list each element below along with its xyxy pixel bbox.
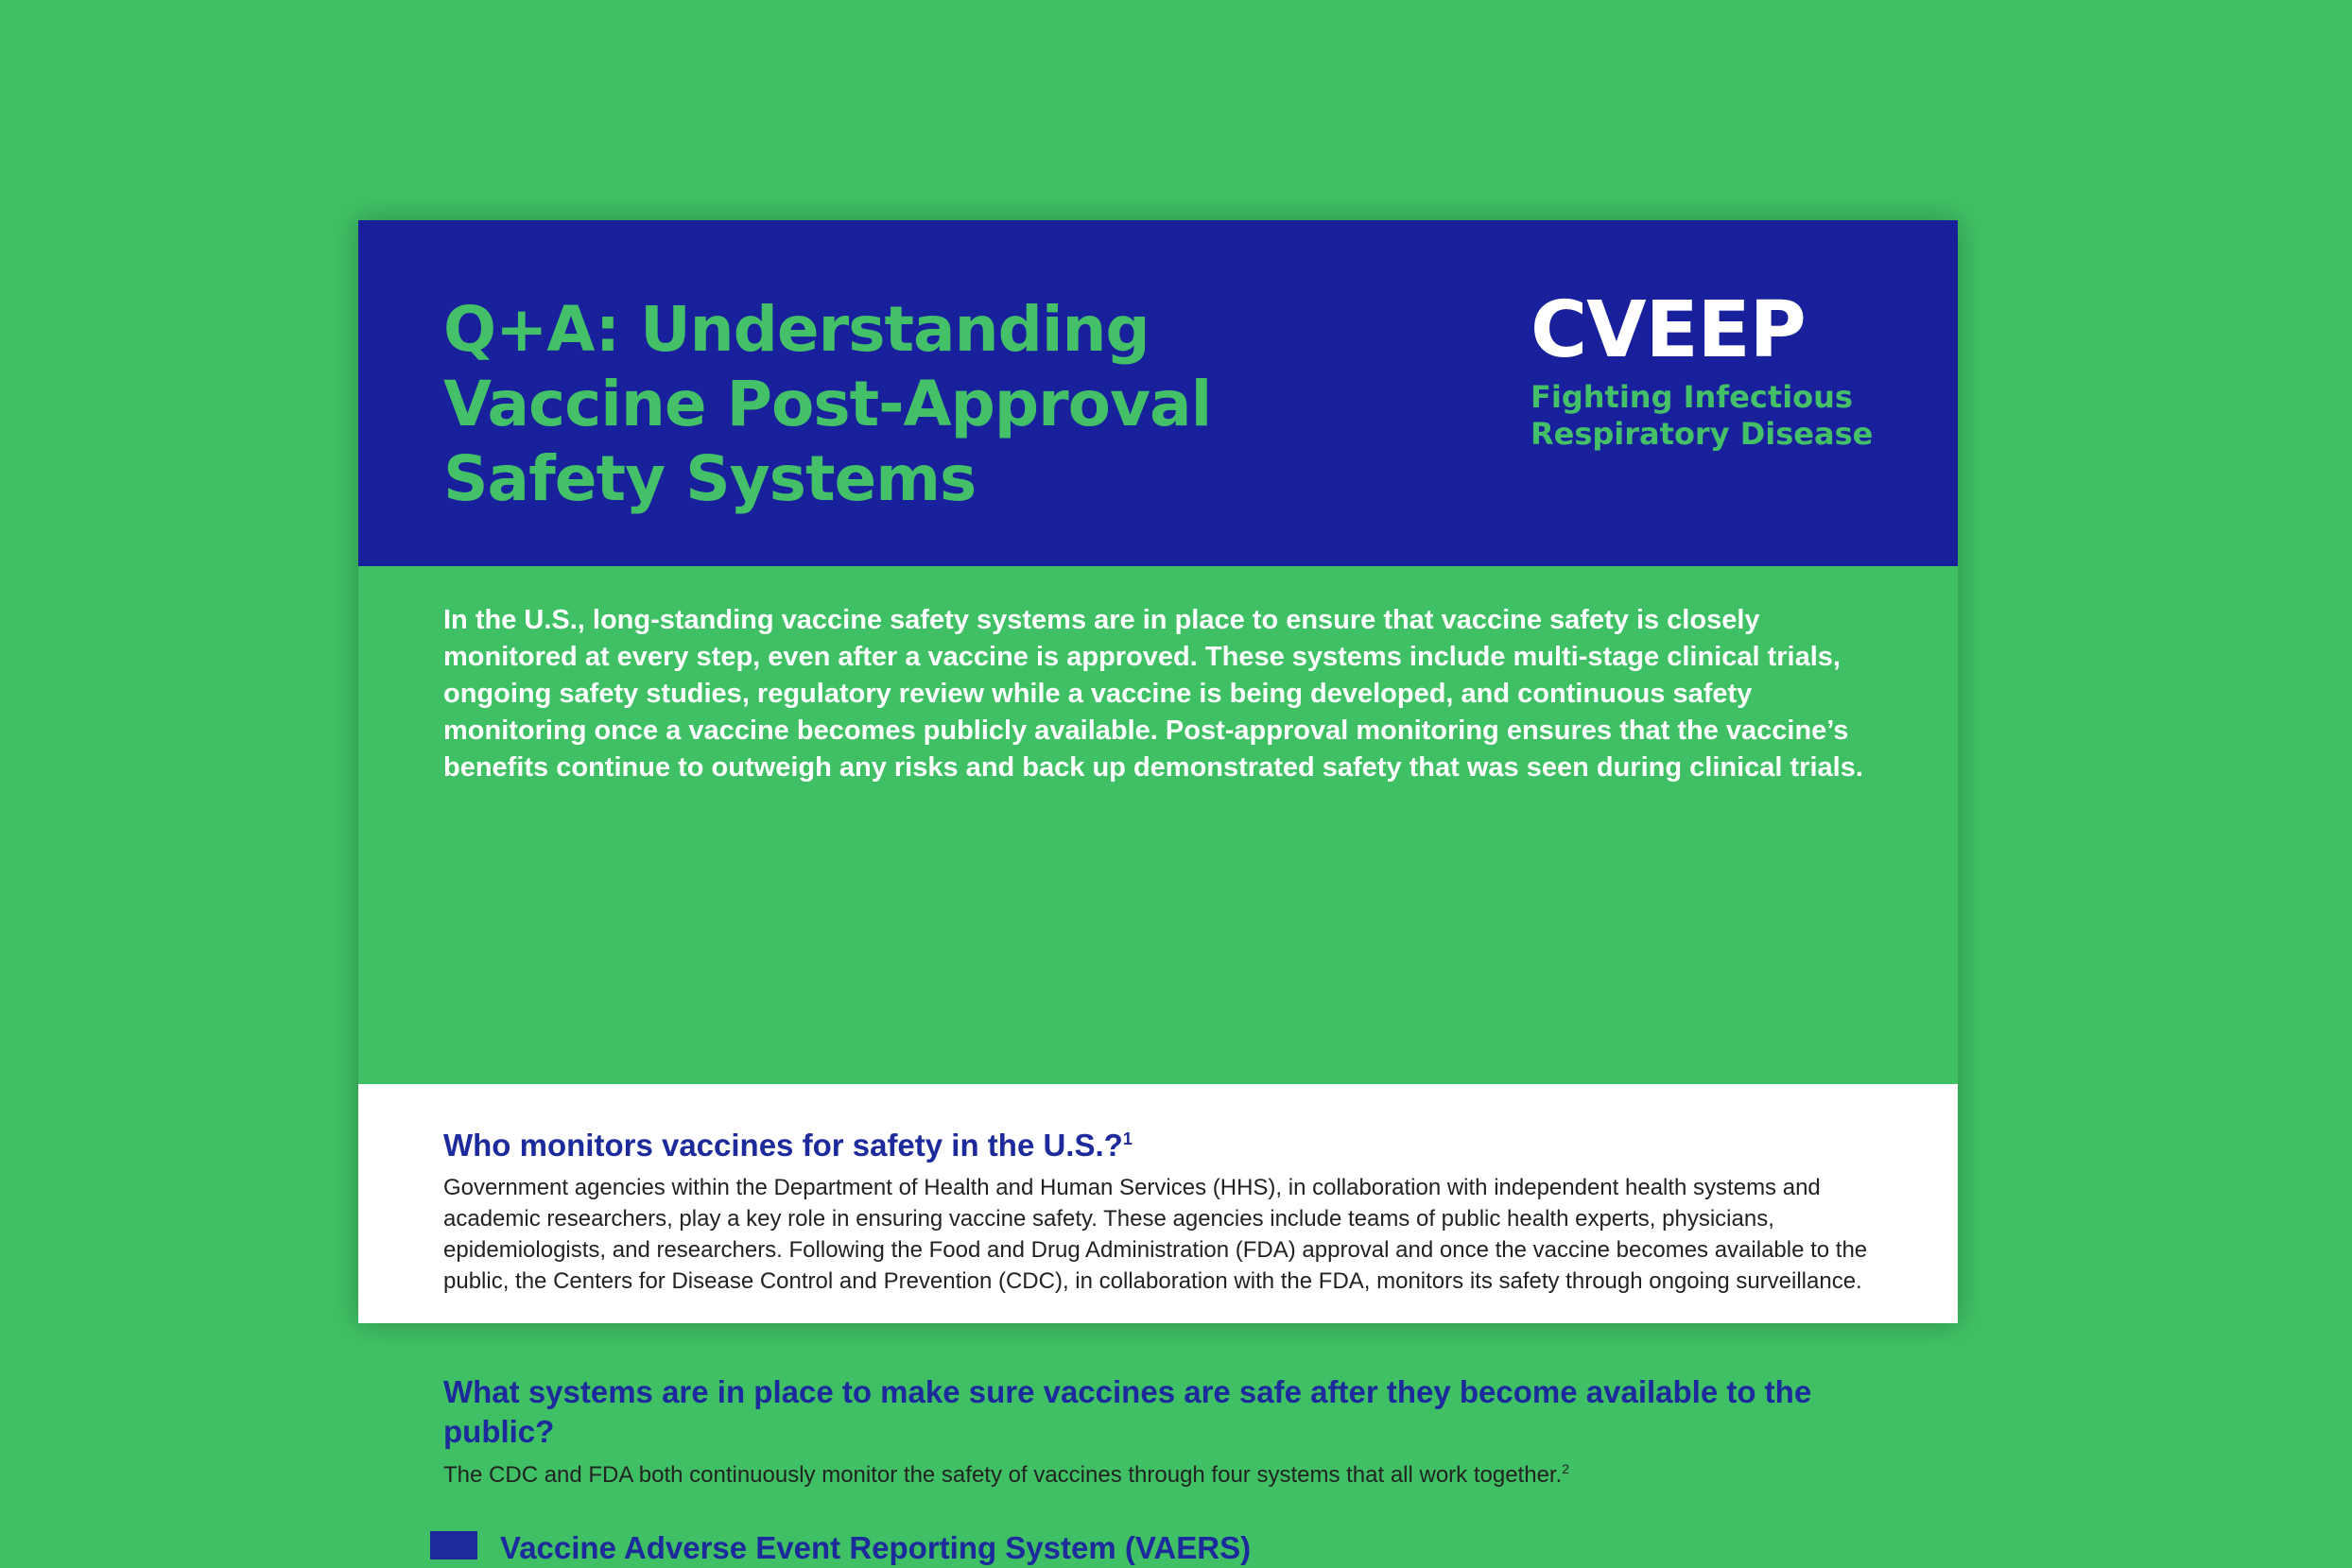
answer-text: The CDC and FDA both continuously monitor the safety of vaccines through four systems that all work together.	[443, 1462, 1563, 1488]
title-line: Safety Systems	[443, 442, 977, 515]
header-banner	[358, 220, 1958, 566]
page-title	[443, 292, 1370, 516]
intro-text: In the U.S., long-standing vaccine safety systems are in place to ensure that vaccine safety is closely monitored at every step, even after a vaccine is approved. These systems include multi-stage clinical trials, ongoing safety studies, regulatory review while a vaccine is being developed, and continuous safety monitoring once a vaccine becomes publicly available. Post-approval monitoring ensures that the vaccine’s benefits continue to outweigh any risks and back up demonstrated safety that was seen during clinical trials.	[443, 605, 1863, 783]
title-line: Vaccine Post-Approval	[443, 368, 1212, 440]
list-number-badge	[430, 1531, 477, 1559]
footnote-ref: 1	[1122, 1129, 1133, 1148]
question-heading: What systems are in place to make sure vaccines are safe after they become available to the public?	[443, 1374, 1812, 1449]
question-heading	[443, 1126, 1861, 1165]
brand-tagline-line: Fighting Infectious	[1531, 379, 1853, 415]
question-text: Who monitors vaccines for safety in the U.S.?	[443, 1128, 1123, 1163]
footnote-ref: 2	[1562, 1461, 1570, 1476]
answer-paragraph	[443, 1459, 1918, 1490]
intro-panel	[358, 566, 1958, 1084]
answer-text: Government agencies within the Department of Health and Human Services (HHS), in collaboration with independent health systems and academic researchers, play a key role in ensuring vaccine safety. These agencies include teams of public health experts, physicians, epidemiologists, and researchers. Following the Food and Drug Administration (FDA) approval and once the vaccine becomes available to the public, the Centers for Disease Control and Prevention (CDC), in collaboration with the FDA, monitors its safety through ongoing surveillance.	[443, 1175, 1868, 1294]
list-heading: Vaccine Adverse Event Reporting System (VAERS)	[500, 1530, 1252, 1565]
brand-name: CVEEP	[1531, 285, 1806, 375]
document-page	[358, 220, 1958, 1565]
brand-tagline-line: Respiratory Disease	[1531, 416, 1874, 452]
brand-tagline	[1531, 379, 1928, 453]
title-line: Q+A: Understanding	[443, 293, 1150, 366]
brand-logo	[1531, 286, 1928, 453]
